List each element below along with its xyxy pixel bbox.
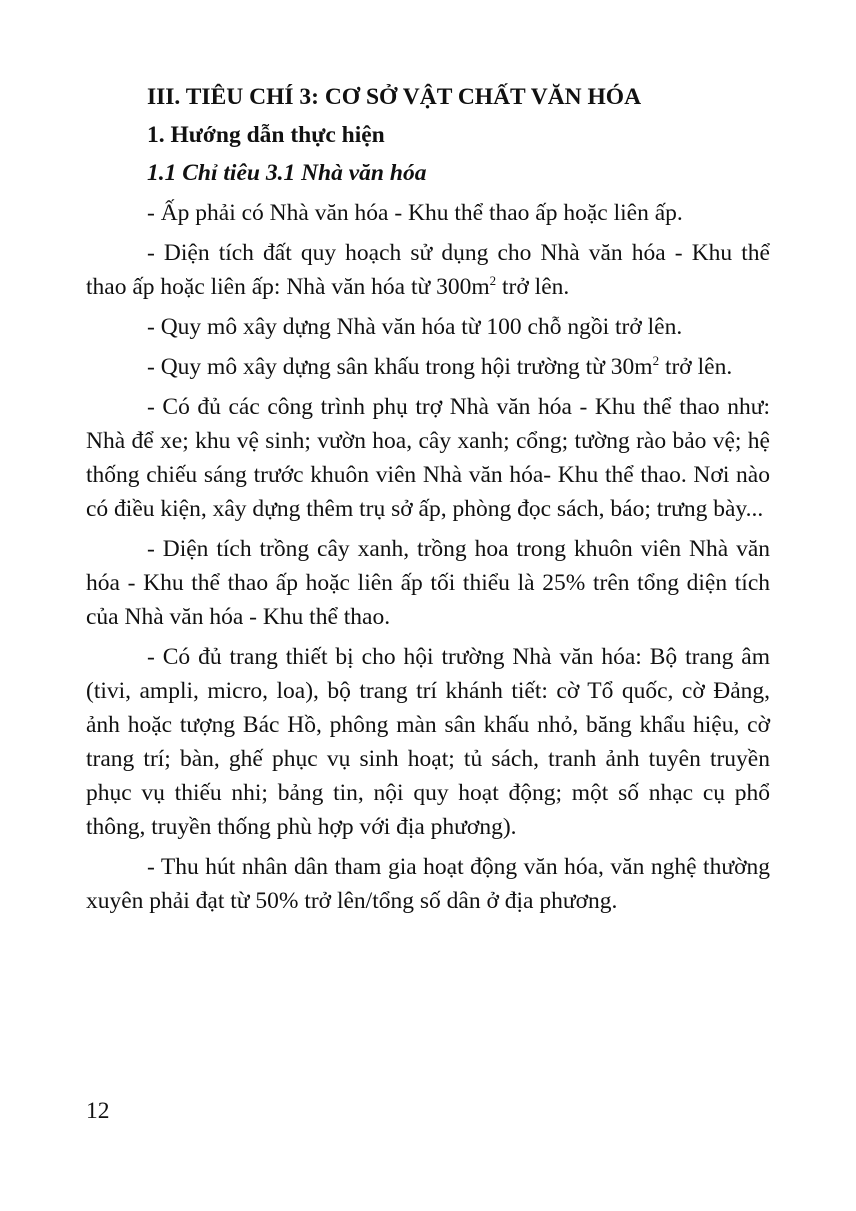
paragraph-4-tail: trở lên.	[659, 354, 733, 380]
paragraph-5: - Có đủ các công trình phụ trợ Nhà văn hóa - Khu thể thao như: Nhà để xe; khu vệ sinh; vườn hoa, cây xanh; cổng; tường rào bảo vệ; hệ thống chiếu sáng trước khuôn viên Nhà văn hóa- Khu thể thao. Nơi nào có điều kiện, xây dựng thêm trụ sở ấp, phòng đọc sách, báo; trưng bày...	[86, 394, 770, 522]
subsection-title: 1. Hướng dẫn thực hiện	[147, 122, 385, 148]
paragraph-8: - Thu hút nhân dân tham gia hoạt động văn hóa, văn nghệ thường xuyên phải đạt từ 50% trở lên/tổng số dân ở địa phương.	[86, 854, 770, 914]
paragraph-1: - Ấp phải có Nhà văn hóa - Khu thể thao ấp hoặc liên ấp.	[147, 200, 683, 226]
section-title: III. TIÊU CHÍ 3: CƠ SỞ VẬT CHẤT VĂN HÓA	[147, 84, 642, 110]
paragraph-4-text: - Quy mô xây dựng sân khấu trong hội trường từ 30m	[147, 354, 653, 380]
indicator-title: 1.1 Chỉ tiêu 3.1 Nhà văn hóa	[147, 160, 427, 186]
paragraph-2-tail: trở lên.	[496, 274, 570, 300]
paragraph-2	[86, 236, 770, 304]
paragraph-2-text: - Diện tích đất quy hoạch sử dụng cho Nhà văn hóa - Khu thể thao ấp hoặc liên ấp: Nhà văn hóa từ 300m	[86, 240, 770, 300]
superscript-2: 2	[489, 273, 497, 289]
document-page	[86, 82, 770, 924]
paragraph-4	[86, 350, 770, 384]
superscript-2: 2	[652, 353, 660, 369]
paragraph-3: - Quy mô xây dựng Nhà văn hóa từ 100 chỗ ngồi trở lên.	[147, 314, 683, 340]
paragraph-6: - Diện tích trồng cây xanh, trồng hoa trong khuôn viên Nhà văn hóa - Khu thể thao ấp hoặc liên ấp tối thiểu là 25% trên tổng diện tích của Nhà văn hóa - Khu thể thao.	[86, 536, 770, 630]
page-number: 12	[86, 1098, 110, 1124]
paragraph-7: - Có đủ trang thiết bị cho hội trường Nhà văn hóa: Bộ trang âm (tivi, ampli, micro, loa), bộ trang trí khánh tiết: cờ Tổ quốc, cờ Đảng, ảnh hoặc tượng Bác Hồ, phông màn sân khấu nhỏ, băng khẩu hiệu, cờ trang trí; bàn, ghế phục vụ sinh hoạt; tủ sách, tranh ảnh tuyên truyền phục vụ thiếu nhi; bảng tin, nội quy hoạt động; một số nhạc cụ phổ thông, truyền thống phù hợp với địa phương).	[86, 644, 770, 840]
